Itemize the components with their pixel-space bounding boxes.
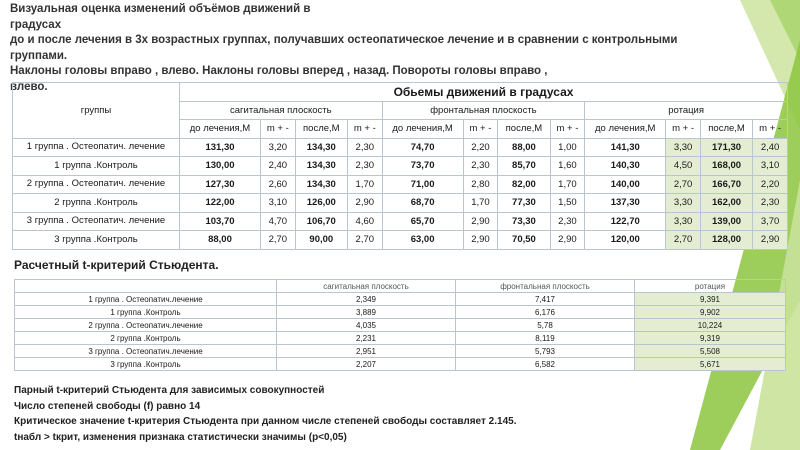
value-cell: 2,30 xyxy=(347,138,382,157)
subheader-cell: до лечения,М xyxy=(382,120,463,139)
value-cell: 2,20 xyxy=(463,138,498,157)
row-label: 3 группа . Остеопатич. лечение xyxy=(13,212,180,231)
intro-line: влево. xyxy=(10,80,48,93)
value-cell: 131,30 xyxy=(180,138,261,157)
intro-line: Наклоны головы вправо , влево. Наклоны головы вперед , назад. Повороты головы вправо , xyxy=(10,65,548,77)
value-cell: 168,00 xyxy=(700,157,752,176)
subheader-cell: m + - xyxy=(463,120,498,139)
value-cell: 2,70 xyxy=(347,231,382,250)
table-row xyxy=(15,319,786,332)
value-cell: 141,30 xyxy=(585,138,666,157)
table-row xyxy=(13,231,788,250)
main-header: Обьемы движений в градусах xyxy=(180,83,788,102)
row-label: 1 группа . Остеопатич. лечение xyxy=(13,138,180,157)
subheader-cell: m + - xyxy=(753,120,788,139)
value-cell: 139,00 xyxy=(700,212,752,231)
row-label: 3 группа .Контроль xyxy=(13,231,180,250)
value-cell: 90,00 xyxy=(295,231,347,250)
value-cell: 140,00 xyxy=(585,175,666,194)
value-cell: 2,80 xyxy=(463,175,498,194)
value-cell: 1,50 xyxy=(550,194,585,213)
value-cell: 65,70 xyxy=(382,212,463,231)
t-value-cell: 7,417 xyxy=(456,293,635,306)
value-cell: 171,30 xyxy=(700,138,752,157)
t-value-cell: 2,951 xyxy=(277,345,456,358)
value-cell: 162,00 xyxy=(700,194,752,213)
row-label: 2 группа .Контроль xyxy=(13,194,180,213)
value-cell: 122,70 xyxy=(585,212,666,231)
value-cell: 126,00 xyxy=(295,194,347,213)
value-cell: 4,70 xyxy=(260,212,295,231)
t-table-header-row xyxy=(15,280,786,293)
table-row xyxy=(15,358,786,371)
t-value-cell: 4,035 xyxy=(277,319,456,332)
t-header-blank xyxy=(15,280,277,293)
plane-header-rotation: ротация xyxy=(585,101,788,120)
value-cell: 2,30 xyxy=(550,212,585,231)
t-value-cell: 2,207 xyxy=(277,358,456,371)
value-cell: 73,70 xyxy=(382,157,463,176)
value-cell: 120,00 xyxy=(585,231,666,250)
value-cell: 1,60 xyxy=(550,157,585,176)
t-value-cell: 10,224 xyxy=(635,319,786,332)
value-cell: 3,10 xyxy=(753,157,788,176)
value-cell: 137,30 xyxy=(585,194,666,213)
subheader-cell: m + - xyxy=(260,120,295,139)
t-value-cell: 9,391 xyxy=(635,293,786,306)
value-cell: 3,10 xyxy=(260,194,295,213)
value-cell: 2,90 xyxy=(463,212,498,231)
row-label: 1 группа . Остеопатич.лечение xyxy=(15,293,277,306)
intro-line: группами. xyxy=(10,49,68,62)
t-value-cell: 5,671 xyxy=(635,358,786,371)
row-label: 3 группа . Остеопатич.лечение xyxy=(15,345,277,358)
t-header-rotation: ротация xyxy=(635,280,786,293)
value-cell: 74,70 xyxy=(382,138,463,157)
row-label: 2 группа . Остеопатич.лечение xyxy=(15,319,277,332)
table-row xyxy=(15,345,786,358)
value-cell: 2,90 xyxy=(753,231,788,250)
value-cell: 2,90 xyxy=(347,194,382,213)
t-value-cell: 6,582 xyxy=(456,358,635,371)
value-cell: 2,20 xyxy=(753,175,788,194)
t-value-cell: 8,119 xyxy=(456,332,635,345)
value-cell: 134,30 xyxy=(295,175,347,194)
t-value-cell: 2,231 xyxy=(277,332,456,345)
value-cell: 2,70 xyxy=(260,231,295,250)
value-cell: 2,30 xyxy=(347,157,382,176)
subheader-cell: после,М xyxy=(295,120,347,139)
table-row xyxy=(13,175,788,194)
note-line: tнабл > tкрит, изменения признака статистически значимы (p<0,05) xyxy=(14,431,347,443)
value-cell: 3,70 xyxy=(753,212,788,231)
groups-header: группы xyxy=(13,83,180,139)
value-cell: 2,40 xyxy=(753,138,788,157)
row-label: 3 группа .Контроль xyxy=(15,358,277,371)
value-cell: 3,30 xyxy=(666,138,701,157)
t-value-cell: 9,319 xyxy=(635,332,786,345)
intro-line: градусах xyxy=(10,18,62,31)
value-cell: 2,90 xyxy=(550,231,585,250)
t-value-cell: 5,793 xyxy=(456,345,635,358)
t-value-cell: 5,78 xyxy=(456,319,635,332)
value-cell: 1,00 xyxy=(550,138,585,157)
student-t-title: Расчетный t-критерий Стьюдента. xyxy=(14,258,219,272)
value-cell: 77,30 xyxy=(498,194,550,213)
table-row xyxy=(13,212,788,231)
t-value-cell: 5,508 xyxy=(635,345,786,358)
t-value-cell: 9,902 xyxy=(635,306,786,319)
value-cell: 2,70 xyxy=(666,231,701,250)
value-cell: 4,60 xyxy=(347,212,382,231)
intro-line: до и после лечения в 3х возрастных группах, получавших остеопатическое лечение и в сравнении с контрольными xyxy=(10,34,678,46)
subheader-cell: после,М xyxy=(700,120,752,139)
value-cell: 88,00 xyxy=(498,138,550,157)
t-value-cell: 3,889 xyxy=(277,306,456,319)
row-label: 2 группа . Остеопатич. лечение xyxy=(13,175,180,194)
subheader-cell: m + - xyxy=(550,120,585,139)
value-cell: 73,30 xyxy=(498,212,550,231)
value-cell: 2,30 xyxy=(753,194,788,213)
subheader-cell: до лечения,М xyxy=(180,120,261,139)
intro-line: Визуальная оценка изменений объёмов движений в xyxy=(10,3,311,15)
value-cell: 68,70 xyxy=(382,194,463,213)
table-row xyxy=(13,138,788,157)
value-cell: 103,70 xyxy=(180,212,261,231)
value-cell: 70,50 xyxy=(498,231,550,250)
table-row xyxy=(13,157,788,176)
subheader-cell: после,М xyxy=(498,120,550,139)
student-t-table xyxy=(14,279,786,371)
row-label: 2 группа .Контроль xyxy=(15,332,277,345)
subheader-cell: до лечения,М xyxy=(585,120,666,139)
t-header-sagittal: сагитальная плоскость xyxy=(277,280,456,293)
plane-header-frontal: фронтальная плоскость xyxy=(382,101,585,120)
note-line: Число степеней свободы (f) равно 14 xyxy=(14,400,201,412)
value-cell: 166,70 xyxy=(700,175,752,194)
value-cell: 122,00 xyxy=(180,194,261,213)
value-cell: 1,70 xyxy=(347,175,382,194)
table-row xyxy=(15,332,786,345)
value-cell: 2,40 xyxy=(260,157,295,176)
row-label: 1 группа .Контроль xyxy=(13,157,180,176)
value-cell: 130,00 xyxy=(180,157,261,176)
value-cell: 2,60 xyxy=(260,175,295,194)
table-row xyxy=(15,293,786,306)
table-row xyxy=(15,306,786,319)
value-cell: 2,70 xyxy=(666,175,701,194)
note-line: Парный t-критерий Стьюдента для зависимых совокупностей xyxy=(14,385,325,396)
value-cell: 4,50 xyxy=(666,157,701,176)
value-cell: 3,20 xyxy=(260,138,295,157)
subheader-cell: m + - xyxy=(347,120,382,139)
value-cell: 63,00 xyxy=(382,231,463,250)
value-cell: 127,30 xyxy=(180,175,261,194)
note-line: Критическое значение t-критерия Стьюдента при данном числе степеней свободы составляет 2.145. xyxy=(14,416,517,427)
value-cell: 82,00 xyxy=(498,175,550,194)
value-cell: 88,00 xyxy=(180,231,261,250)
subheader-cell: m + - xyxy=(666,120,701,139)
value-cell: 140,30 xyxy=(585,157,666,176)
value-cell: 1,70 xyxy=(463,194,498,213)
value-cell: 3,30 xyxy=(666,212,701,231)
value-cell: 85,70 xyxy=(498,157,550,176)
t-value-cell: 6,176 xyxy=(456,306,635,319)
value-cell: 128,00 xyxy=(700,231,752,250)
plane-header-sagittal: сагитальная плоскость xyxy=(180,101,383,120)
value-cell: 134,30 xyxy=(295,138,347,157)
value-cell: 106,70 xyxy=(295,212,347,231)
value-cell: 2,30 xyxy=(463,157,498,176)
value-cell: 3,30 xyxy=(666,194,701,213)
value-cell: 2,90 xyxy=(463,231,498,250)
table-row xyxy=(13,194,788,213)
t-value-cell: 2,349 xyxy=(277,293,456,306)
value-cell: 134,30 xyxy=(295,157,347,176)
range-of-motion-table xyxy=(12,82,788,250)
notes xyxy=(14,383,516,445)
value-cell: 71,00 xyxy=(382,175,463,194)
t-header-frontal: фронтальная плоскость xyxy=(456,280,635,293)
value-cell: 1,70 xyxy=(550,175,585,194)
row-label: 1 группа .Контроль xyxy=(15,306,277,319)
